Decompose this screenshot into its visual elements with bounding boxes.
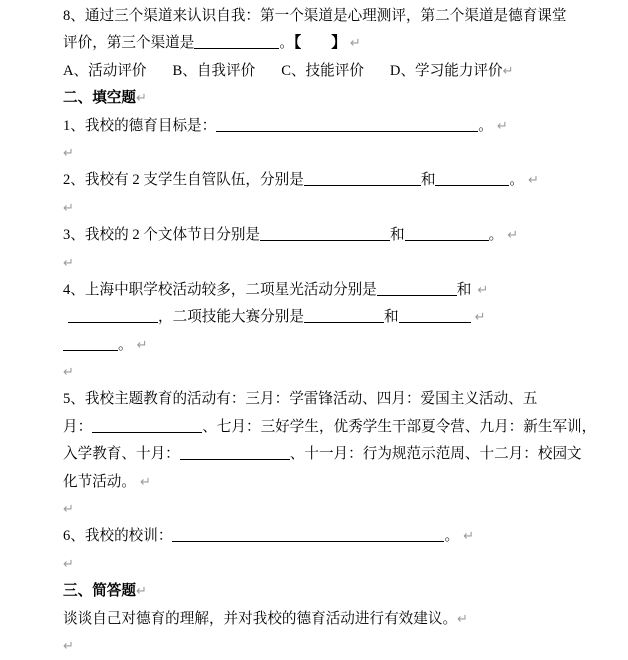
- q5-line1: [63, 386, 626, 413]
- empty-line: [63, 633, 626, 660]
- paragraph-mark-icon: ↵: [477, 282, 489, 298]
- text-run: 1、我校的德育目标是：: [63, 117, 217, 134]
- spacer: [301, 46, 331, 47]
- q5-answer-blank-2[interactable]: [180, 446, 290, 460]
- q4-answer-blank-4-cont[interactable]: [63, 337, 118, 351]
- spacer: [147, 74, 173, 75]
- paragraph-mark-icon: ↵: [63, 255, 74, 271]
- paragraph-mark-icon: ↵: [63, 365, 74, 381]
- paragraph-mark-icon: ↵: [63, 145, 74, 161]
- text-run: 。: [509, 172, 525, 189]
- q4-line2: [63, 304, 626, 331]
- text-run: 。: [444, 528, 460, 545]
- option-a: A、活动评价: [63, 62, 147, 79]
- paragraph-mark-icon: ↵: [528, 173, 539, 189]
- spacer: [255, 74, 281, 75]
- paragraph-mark-icon: ↵: [63, 638, 74, 654]
- paragraph-mark-icon: ↵: [63, 200, 74, 216]
- q1-answer-blank[interactable]: [216, 118, 478, 132]
- paragraph-mark-icon: ↵: [349, 36, 361, 52]
- q4-answer-blank-4[interactable]: [399, 309, 471, 323]
- paragraph-mark-icon: ↵: [63, 556, 74, 572]
- text-run: 月：: [63, 418, 93, 435]
- text-run: 和: [420, 172, 436, 189]
- paragraph-mark-icon: ↵: [135, 91, 147, 107]
- spacer: [364, 74, 390, 75]
- q2-answer-blank-1[interactable]: [304, 172, 421, 186]
- q8-answer-blank[interactable]: [194, 35, 279, 49]
- q6-line: [63, 523, 626, 550]
- paragraph-mark-icon: ↵: [502, 63, 514, 79]
- q4-answer-blank-2[interactable]: [68, 309, 158, 323]
- paragraph-mark-icon: ↵: [135, 584, 147, 600]
- text-run: 谈谈自己对德育的理解，并对我校的德育活动进行有效建议。: [63, 610, 458, 627]
- q8-line2: [63, 30, 626, 57]
- text-run: 和: [456, 281, 472, 298]
- paragraph-mark-icon: ↵: [496, 118, 508, 134]
- q4-line3: [63, 332, 626, 359]
- q5-line4: [63, 469, 626, 496]
- paragraph-mark-icon: ↵: [463, 529, 474, 545]
- empty-line: [63, 140, 626, 167]
- text-run: 入学教育、十月：: [63, 446, 180, 463]
- text-run: 和: [383, 309, 399, 326]
- text-run: 3、我校的 2 个文体节日分别是: [63, 227, 261, 244]
- option-c: C、技能评价: [281, 62, 364, 79]
- text-run: ，二项技能大赛分别是: [158, 309, 304, 326]
- text-run: 、十一月：行为规范示范周、十二月：校园文: [289, 446, 582, 463]
- q3-line: [63, 222, 626, 249]
- short-answer-prompt: [63, 606, 626, 633]
- option-d: D、学习能力评价: [389, 62, 503, 79]
- q5-line2: [63, 414, 626, 441]
- answer-bracket-close: 】: [331, 35, 346, 52]
- text-run: 8、通过三个渠道来认识自我：第一个渠道是心理测评，第二个渠道是德育课堂: [63, 8, 567, 24]
- text-run: 。: [478, 117, 493, 134]
- empty-line: [63, 496, 626, 523]
- q6-answer-blank[interactable]: [172, 528, 444, 542]
- q4-line1: [63, 277, 626, 304]
- q3-answer-blank-1[interactable]: [260, 227, 390, 241]
- paragraph-mark-icon: ↵: [457, 611, 468, 627]
- section-heading-text: 二、填空题: [63, 90, 136, 107]
- paragraph-mark-icon: ↵: [63, 502, 74, 518]
- text-run: 4、上海中职学校活动较多，二项星光活动分别是: [63, 281, 377, 298]
- text-run: 。: [488, 227, 504, 244]
- q5-line3: [63, 441, 626, 468]
- q2-answer-blank-2[interactable]: [435, 172, 509, 186]
- section-fill-in-heading: [63, 85, 626, 112]
- q8-line1: [63, 3, 626, 30]
- empty-line: [63, 359, 626, 386]
- paragraph-mark-icon: ↵: [474, 310, 486, 326]
- q4-answer-blank-3[interactable]: [304, 309, 384, 323]
- text-run: 6、我校的校训：: [63, 528, 173, 545]
- q8-options: [63, 58, 626, 85]
- q4-answer-blank-1[interactable]: [377, 282, 457, 296]
- text-run: 。: [118, 336, 133, 353]
- empty-line: [63, 250, 626, 277]
- option-b: B、自我评价: [172, 62, 256, 79]
- text-run: 。: [279, 35, 294, 52]
- q1-line: [63, 113, 626, 140]
- text-run: 化节活动。: [63, 473, 136, 490]
- section-short-answer-heading: [63, 578, 626, 605]
- empty-line: [63, 551, 626, 578]
- q3-answer-blank-2[interactable]: [405, 227, 489, 241]
- text-run: 2、我校有 2 支学生自管队伍，分别是: [63, 172, 304, 189]
- text-run: 评价，第三个渠道是: [63, 35, 195, 52]
- text-run: 5、我校主题教育的活动有：三月：学雷锋活动、四月：爱国主义活动、五: [63, 391, 538, 408]
- answer-bracket-open: 【: [293, 35, 302, 52]
- text-run: 和: [390, 227, 405, 244]
- paragraph-mark-icon: ↵: [507, 228, 519, 244]
- text-run: 、七月：三好学生，优秀学生干部夏令营、九月：新生军训，: [202, 418, 597, 435]
- q2-line: [63, 167, 626, 194]
- q5-answer-blank-1[interactable]: [92, 419, 202, 433]
- section-heading-text: 三、简答题: [63, 583, 136, 600]
- empty-line: [63, 195, 626, 222]
- paragraph-mark-icon: ↵: [136, 337, 148, 353]
- paragraph-mark-icon: ↵: [139, 474, 151, 490]
